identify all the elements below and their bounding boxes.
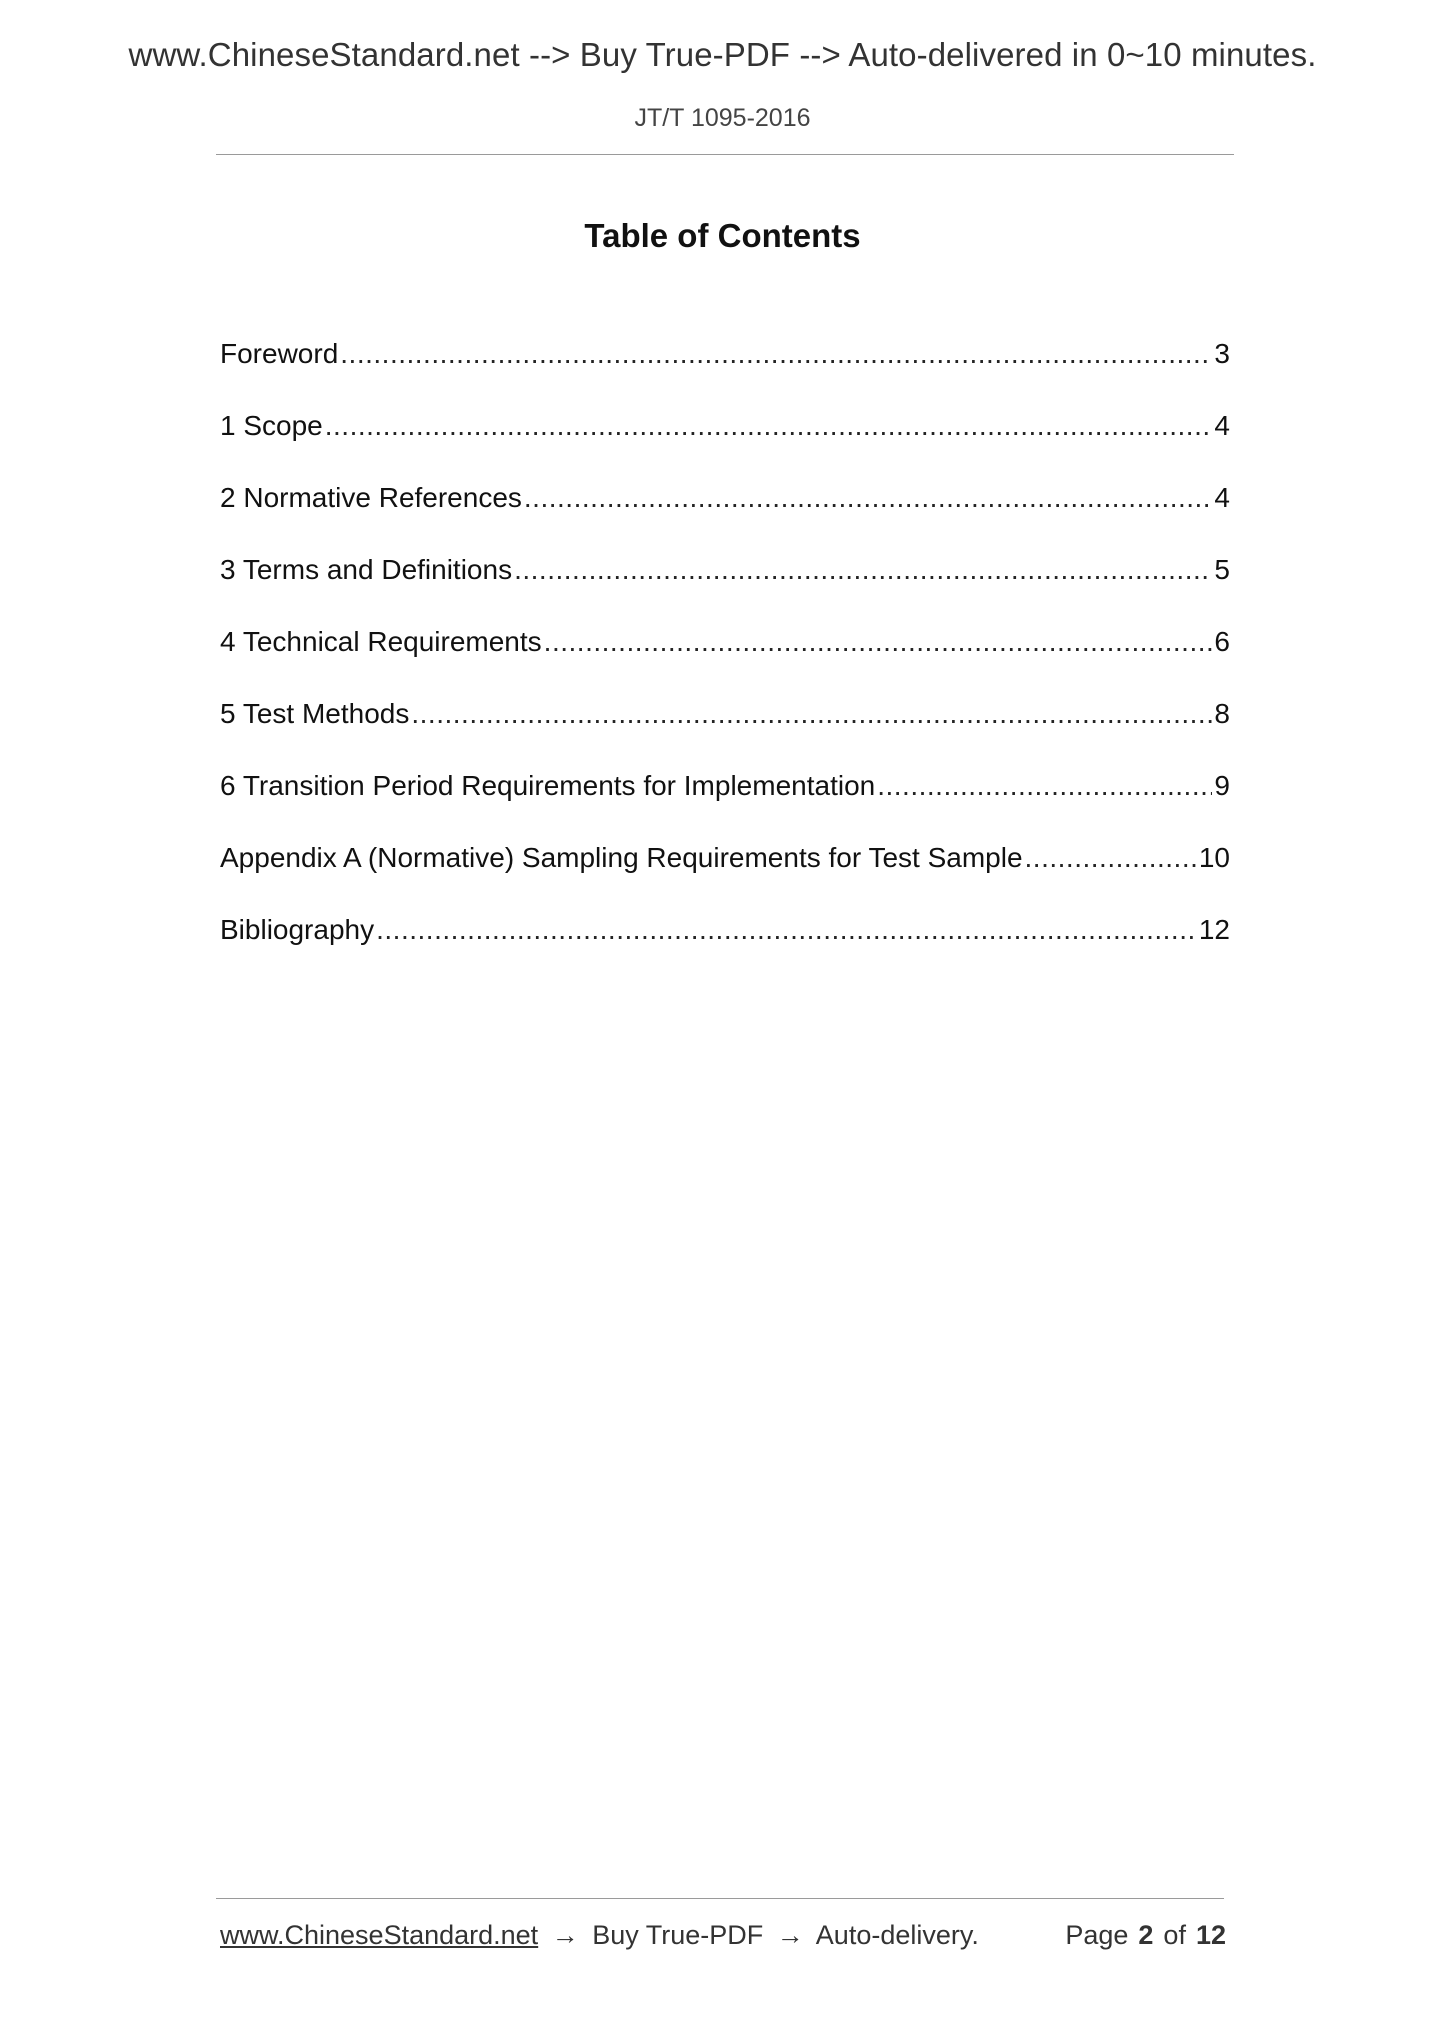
standard-code: JT/T 1095-2016 bbox=[634, 104, 811, 132]
toc-entry-page: 12 bbox=[1198, 914, 1230, 945]
of-word: of bbox=[1163, 1920, 1186, 1950]
auto-delivery-text: Auto-delivery. bbox=[815, 1920, 979, 1950]
dot-leader bbox=[376, 914, 1197, 946]
footer-promo bbox=[220, 1920, 979, 1951]
toc-entry-transition-period[interactable] bbox=[220, 770, 1230, 842]
toc-title: Table of Contents bbox=[584, 217, 861, 254]
toc-entry-page: 5 bbox=[1214, 554, 1230, 585]
site-banner: www.ChineseStandard.net --> Buy True-PDF --> Auto-delivered in 0~10 minutes. bbox=[128, 36, 1317, 73]
page-word: Page bbox=[1065, 1920, 1129, 1950]
toc-entry-appendix-a[interactable] bbox=[220, 842, 1230, 914]
toc-entry-normative-references[interactable] bbox=[220, 482, 1230, 554]
dot-leader bbox=[877, 770, 1212, 802]
toc-entry-terms-definitions[interactable] bbox=[220, 554, 1230, 626]
footer-divider bbox=[216, 1898, 1224, 1899]
toc-entry-page: 6 bbox=[1214, 626, 1230, 657]
buy-true-pdf-text: Buy True-PDF bbox=[592, 1920, 764, 1950]
dot-leader bbox=[514, 554, 1212, 586]
toc-entry-label: 5 Test Methods bbox=[220, 698, 410, 729]
site-link[interactable]: www.ChineseStandard.net bbox=[220, 1920, 539, 1950]
toc-entry-label: 6 Transition Period Requirements for Implementation bbox=[220, 770, 876, 801]
toc-entry-label: 4 Technical Requirements bbox=[220, 626, 542, 657]
toc-entry-label: 3 Terms and Definitions bbox=[220, 554, 513, 585]
toc-entry-label: 2 Normative References bbox=[220, 482, 522, 513]
toc-list bbox=[220, 338, 1230, 986]
toc-entry-page: 10 bbox=[1198, 842, 1230, 873]
toc-entry-bibliography[interactable] bbox=[220, 914, 1230, 986]
toc-entry-page: 8 bbox=[1214, 698, 1230, 729]
arrow-right-icon: → bbox=[551, 1920, 579, 1950]
current-page-number: 2 bbox=[1138, 1920, 1154, 1950]
toc-entry-page: 9 bbox=[1214, 770, 1230, 801]
dot-leader bbox=[544, 626, 1213, 658]
page-indicator bbox=[1065, 1920, 1226, 1951]
dot-leader bbox=[325, 410, 1213, 442]
toc-entry-label: 1 Scope bbox=[220, 410, 323, 441]
toc-entry-label: Appendix A (Normative) Sampling Requirements for Test Sample bbox=[220, 842, 1023, 873]
arrow-right-icon: → bbox=[776, 1920, 804, 1950]
page-footer bbox=[220, 1920, 1226, 1956]
toc-entry-page: 4 bbox=[1214, 410, 1230, 441]
dot-leader bbox=[524, 482, 1213, 514]
header-divider bbox=[216, 154, 1234, 155]
dot-leader bbox=[1025, 842, 1197, 874]
dot-leader bbox=[340, 338, 1212, 370]
toc-entry-label: Foreword bbox=[220, 338, 339, 369]
toc-entry-page: 3 bbox=[1214, 338, 1230, 369]
toc-entry-label: Bibliography bbox=[220, 914, 375, 945]
toc-entry-foreword[interactable] bbox=[220, 338, 1230, 410]
total-pages-number: 12 bbox=[1195, 1920, 1226, 1950]
dot-leader bbox=[411, 698, 1212, 730]
toc-entry-technical-requirements[interactable] bbox=[220, 626, 1230, 698]
toc-entry-scope[interactable] bbox=[220, 410, 1230, 482]
toc-entry-test-methods[interactable] bbox=[220, 698, 1230, 770]
toc-entry-page: 4 bbox=[1214, 482, 1230, 513]
